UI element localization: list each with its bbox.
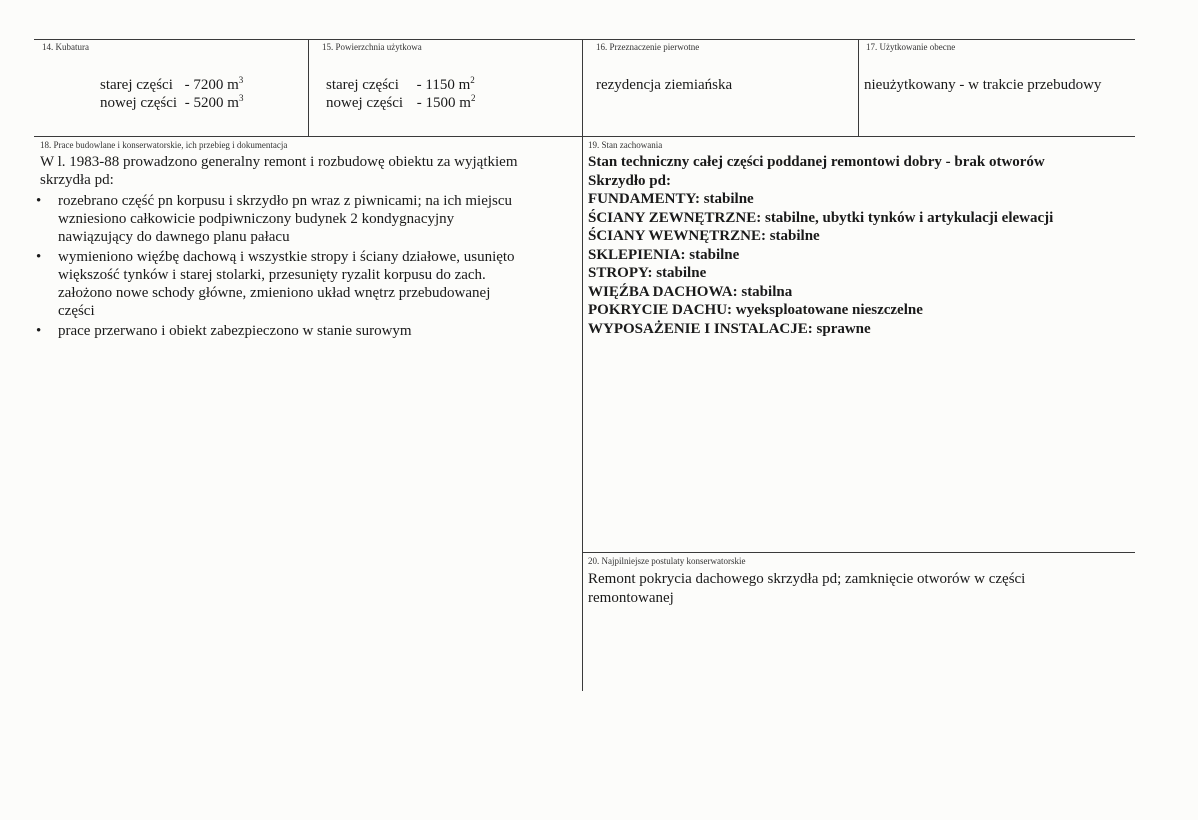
przeznaczenie-value: rezydencja ziemiańska <box>596 77 733 93</box>
bullet-line: założono nowe schody główne, zmieniono układ wnętrz przebudowanej <box>58 285 491 301</box>
powierzchnia-row-new <box>326 94 475 112</box>
powierzchnia-new-value: - 1500 m <box>416 95 471 111</box>
divider-14-15 <box>308 39 309 136</box>
row-divider <box>34 136 1135 137</box>
bullet-line: wzniesiono całkowicie podpiwniczony budynek 2 kondygnacyjny <box>58 211 455 227</box>
stan-line: POKRYCIE DACHU: wyeksploatowane nieszczelne <box>588 302 923 318</box>
kubatura-new-value: - 5200 m <box>184 95 239 111</box>
postulaty-line: Remont pokrycia dachowego skrzydła pd; zamknięcie otworów w części <box>588 571 1026 587</box>
prace-bullet-list <box>36 192 515 342</box>
cell-20-top-border <box>582 552 1135 553</box>
stan-line: ŚCIANY WEWNĘTRZNE: stabilne <box>588 228 820 244</box>
bullet-line: • rozebrano część pn korpusu i skrzydło pn wraz z piwnicami; na ich miejscu <box>58 193 513 209</box>
main-vertical-divider <box>582 39 583 691</box>
bullet-line: części <box>58 303 95 319</box>
cell-15-label: 15. Powierzchnia użytkowa <box>322 42 422 52</box>
powierzchnia-old-label: starej części <box>326 77 399 93</box>
cell-17-label: 17. Użytkowanie obecne <box>866 42 956 52</box>
powierzchnia-new-label: nowej części <box>326 95 404 111</box>
uzytkowanie-value: nieużytkowany - w trakcie przebudowy <box>864 77 1102 93</box>
bullet-line: • prace przerwano i obiekt zabezpieczono w stanie surowym <box>58 323 412 339</box>
kubatura-old-value: - 7200 m <box>184 77 239 93</box>
prace-bullet-item <box>36 322 515 340</box>
cell-14-label: 14. Kubatura <box>42 42 89 52</box>
postulaty-text <box>588 570 1025 608</box>
kubatura-new-label: nowej części <box>100 95 178 111</box>
stan-line: WYPOSAŻENIE I INSTALACJE: sprawne <box>588 320 871 337</box>
bullet-line: nawiązujący do dawnego planu pałacu <box>58 229 290 245</box>
bullet-line: • wymieniono więźbę dachową i wszystkie stropy i ściany działowe, usunięto <box>58 249 515 265</box>
top-border <box>34 39 1135 40</box>
cell-19-label: 19. Stan zachowania <box>588 140 663 150</box>
kubatura-old-label: starej części <box>100 77 173 93</box>
prace-intro-line-1: W l. 1983-88 prowadzono generalny remont i rozbudowę obiektu za wyjątkiem <box>40 154 518 170</box>
stan-zachowania-list <box>588 153 1053 338</box>
stan-line: Stan techniczny całej części poddanej remontowi dobry - brak otworów <box>588 154 1045 170</box>
stan-line: ŚCIANY ZEWNĘTRZNE: stabilne, ubytki tynków i artykulacji elewacji <box>588 209 1054 226</box>
prace-bullet-item <box>36 248 515 320</box>
stan-line: STROPY: stabilne <box>588 265 707 281</box>
stan-line: Skrzydło pd: <box>588 172 671 189</box>
stan-line: FUNDAMENTY: stabilne <box>588 191 754 207</box>
powierzchnia-old-value: - 1150 m <box>416 77 471 93</box>
kubatura-unit-sup: 3 <box>238 75 244 85</box>
cell-18-label: 18. Prace budowlane i konserwatorskie, ich przebieg i dokumentacja <box>40 140 288 150</box>
powierzchnia-unit-sup: 2 <box>470 93 476 103</box>
kubatura-row-old <box>100 76 243 94</box>
stan-line: SKLEPIENIA: stabilne <box>588 246 740 263</box>
cell-20-label: 20. Najpilniejsze postulaty konserwatorskie <box>588 556 746 566</box>
kubatura-row-new <box>100 94 243 112</box>
kubatura-unit-sup: 3 <box>238 93 244 103</box>
powierzchnia-row-old <box>326 76 475 94</box>
prace-intro-line-2: skrzydła pd: <box>40 172 114 188</box>
divider-16-17 <box>858 39 859 136</box>
bullet-line: większość tynków i starej stolarki, przesunięty ryzalit korpusu do zach. <box>58 267 486 283</box>
stan-line: WIĘŹBA DACHOWA: stabilna <box>588 283 793 300</box>
postulaty-line: remontowanej <box>588 590 674 606</box>
powierzchnia-unit-sup: 2 <box>470 75 475 85</box>
cell-16-label: 16. Przeznaczenie pierwotne <box>596 42 700 52</box>
prace-bullet-item <box>36 192 515 246</box>
